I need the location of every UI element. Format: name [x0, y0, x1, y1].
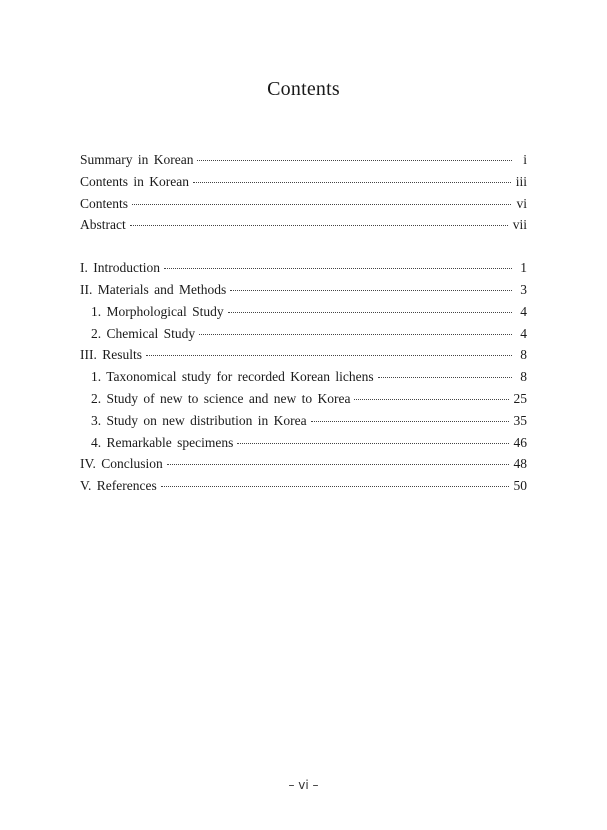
- dot-leader: [167, 464, 509, 465]
- toc-entry-label: III. Results: [80, 347, 142, 363]
- dot-leader: [230, 290, 512, 291]
- toc-entry-page: 8: [520, 369, 527, 385]
- toc-entry-summary-in-korean: [80, 152, 527, 174]
- toc-entry-introduction: [80, 260, 527, 282]
- dot-leader: [130, 225, 508, 226]
- toc-entry-page: 3: [520, 281, 527, 297]
- page-number-footer: – vi –: [288, 778, 319, 792]
- toc-entry-page: 50: [513, 478, 527, 494]
- toc-entry-contents: [80, 196, 527, 218]
- dot-leader: [199, 334, 512, 335]
- toc-entry-page: 4: [520, 325, 527, 341]
- dot-leader: [311, 421, 509, 422]
- toc-entry-label: Abstract: [80, 217, 126, 233]
- toc-entry-page: vi: [516, 195, 527, 211]
- toc-entry-label: 2. Chemical Study: [91, 325, 196, 341]
- page-title: Contents: [267, 78, 340, 100]
- toc-entry-page: 8: [520, 347, 527, 363]
- toc-entry-page: 25: [513, 390, 527, 406]
- toc-entry-label: Summary in Korean: [80, 152, 194, 167]
- dot-leader: [228, 312, 512, 313]
- toc-entry-label: II. Materials and Methods: [80, 281, 227, 297]
- dot-leader: [164, 268, 512, 269]
- toc-front-matter: [80, 152, 527, 239]
- toc-entry-new-distribution: [80, 413, 527, 435]
- toc-entry-label: Contents: [80, 195, 129, 211]
- toc-entry-results: [80, 347, 527, 369]
- toc-entry-page: 4: [520, 303, 527, 319]
- dot-leader: [378, 377, 512, 378]
- toc-entry-remarkable-specimens: [80, 435, 527, 457]
- toc-entry-conclusion: [80, 456, 527, 478]
- toc-entry-page: iii: [515, 173, 527, 189]
- table-of-contents: [80, 152, 527, 500]
- toc-entry-label: IV. Conclusion: [80, 456, 163, 472]
- toc-entry-chemical-study: [80, 326, 527, 348]
- dot-leader: [197, 160, 512, 161]
- toc-entry-label: 4. Remarkable specimens: [91, 434, 234, 450]
- toc-entry-morphological-study: [80, 304, 527, 326]
- toc-entry-page: i: [523, 152, 527, 167]
- dot-leader: [146, 355, 512, 356]
- dot-leader: [193, 182, 511, 183]
- toc-entry-label: Contents in Korean: [80, 173, 189, 189]
- toc-entry-label: 1. Morphological Study: [91, 303, 224, 319]
- toc-entry-materials-and-methods: [80, 282, 527, 304]
- dot-leader: [132, 204, 511, 205]
- toc-entry-contents-in-korean: [80, 174, 527, 196]
- dot-leader: [161, 486, 509, 487]
- toc-entry-label: 1. Taxonomical study for recorded Korean lichens: [91, 369, 374, 385]
- toc-entry-page: 48: [513, 456, 527, 472]
- toc-entry-taxonomical-study: [80, 369, 527, 391]
- dot-leader: [354, 399, 508, 400]
- toc-entry-label: 2. Study of new to science and new to Korea: [91, 390, 351, 406]
- toc-entry-new-to-science: [80, 391, 527, 413]
- toc-entry-label: 3. Study on new distribution in Korea: [91, 412, 307, 428]
- toc-main-chapters: [80, 260, 527, 500]
- dot-leader: [237, 443, 508, 444]
- toc-entry-label: I. Introduction: [80, 260, 160, 276]
- toc-entry-page: vii: [512, 217, 527, 233]
- toc-entry-abstract: [80, 217, 527, 239]
- toc-entry-page: 46: [513, 434, 527, 450]
- toc-entry-page: 35: [513, 412, 527, 428]
- toc-entry-page: 1: [520, 260, 527, 276]
- toc-entry-label: V. References: [80, 478, 157, 494]
- toc-entry-references: [80, 478, 527, 500]
